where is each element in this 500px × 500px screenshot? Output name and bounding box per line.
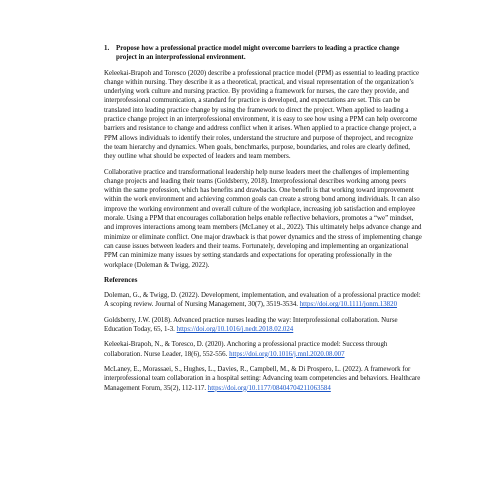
reference-item bbox=[104, 340, 422, 359]
reference-text: Keleekai-Brapoh, N., & Toresco, D. (2020). Anchoring a professional practice model: Success through collaboration. Nurse Leader, 18(6), 552-556. bbox=[104, 341, 388, 358]
reference-doi-link[interactable]: https://doi.org/10.1111/jonm.13820 bbox=[299, 301, 398, 309]
reference-text: McLaney, E., Morassaei, S., Hughes, L., Davies, R., Campbell, M., & Di Prospero, L. (2022). A framework for interprofessional team collaboration in a hospital setting: Advancing team competencies and behaviors. Healthcare Management Forum, 35(2), 112-117. bbox=[104, 365, 421, 392]
body-paragraph-2: Collaborative practice and transformational leadership help nurse leaders meet the challenges of implementing change projects and leading their teams (Goldsberry, 2018). Interprofessional describes working among peers within the same profession, which has benefits and drawbacks. One benefit is that working toward improvement within the work environment and achieving common goals can create a strong bond among individuals. It can also improve the working environment and overall culture of the workplace, increasing job satisfaction and employee morale. Using a PPM that encourages collaboration helps enable reflective behaviors, promotes a “we” mindset, and improves interactions among team members (McLaney et al., 2022). This ultimately helps advance change and minimize or eliminate conflict. One major drawback is that power dynamics and the stress of implementing change can cause issues between leaders and their teams. Fortunately, developing and implementing an organizational PPM can minimize many issues by setting standards and expectations for operating professionally in the workplace (Doleman & Twigg, 2022). bbox=[104, 168, 422, 269]
reference-doi-link[interactable]: https://doi.org/10.1016/j.nedt.2018.02.024 bbox=[176, 326, 294, 334]
reference-item bbox=[104, 365, 422, 393]
question-text: Propose how a professional practice model might overcome barriers to leading a practice change project in an interprofessional environment. bbox=[116, 45, 400, 62]
question-heading bbox=[104, 44, 422, 63]
question-number: 1. bbox=[104, 45, 110, 52]
reference-doi-link[interactable]: https://doi.org/10.1016/j.mnl.2020.08.007 bbox=[229, 350, 345, 358]
body-paragraph-1: Keleekai-Brapoh and Toresco (2020) describe a professional practice model (PPM) as essential to leading practice change within nursing. They describe it as a theoretical, practical, and visual representation of the organization’s underlying work culture and nursing practice. By providing a framework for nurses, the care they provide, and interprofessional communication, a standard for practice is developed, and expectations are set. This can be translated into leading practice change by using the framework to direct the project. When applied to leading a practice change project in an interprofessional environment, it is easy to see how using a PPM can help overcome barriers and resistance to change and address conflict when it arises. When applied to a practice change project, a PPM allows individuals to identify their roles, understand the structure and purpose of theproject, and recognize the team hierarchy and dynamics. When goals, benchmarks, purpose, boundaries, and roles are clearly defined, they outline what should be expected of leaders and team members. bbox=[104, 69, 420, 161]
reference-text: Doleman, G., & Twigg, D. (2022). Development, implementation, and evaluation of a professional practice model: A scoping review. Journal of Nursing Management, 30(7), 3519-3534. bbox=[104, 292, 421, 309]
reference-doi-link[interactable]: https://doi.org/10.1177/08404704211063584 bbox=[207, 384, 331, 392]
document-page bbox=[104, 44, 422, 399]
reference-text: Goldsberry, J.W. (2018). Advanced practice nurses leading the way: Interprofessional collaboration. Nurse Education Today, 65, 1-3. bbox=[104, 316, 398, 334]
reference-item bbox=[104, 291, 422, 310]
references-heading: References bbox=[104, 275, 138, 284]
reference-item bbox=[104, 316, 422, 335]
